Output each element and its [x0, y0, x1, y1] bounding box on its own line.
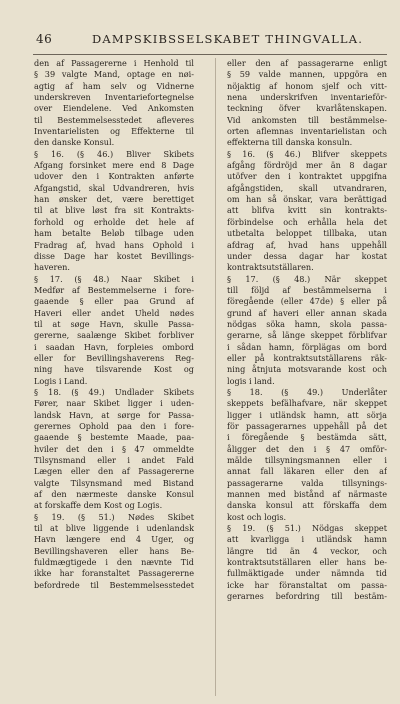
- text-line: nöjaktig af honom sjelf och vitt-: [227, 80, 387, 91]
- text-line: skeppets befälhafvare, när skeppet: [227, 398, 387, 409]
- text-line: af den nærmeste danske Konsul: [34, 489, 194, 500]
- text-line: längre tid än 4 veckor, och: [227, 545, 387, 556]
- text-line: Bevillingshaveren eller hans Be-: [34, 545, 194, 556]
- text-line: afdrag af, hvad hans uppehåll: [227, 239, 387, 250]
- text-line: Inventarielisten og Effekterne til: [34, 126, 194, 137]
- text-line: til at blive liggende i udenlandsk: [34, 523, 194, 534]
- text-line: grund af haveri eller annan skada: [227, 307, 387, 318]
- text-line: Vid ankomsten till bestämmelse-: [227, 114, 387, 125]
- text-line: Fører, naar Skibet ligger i uden-: [34, 398, 194, 409]
- text-line: § 39 valgte Mand, optage en nøi-: [34, 69, 194, 80]
- text-line: ham betalte Beløb tilbage uden: [34, 228, 194, 239]
- text-line: underskreven Inventariefortegnelse: [34, 92, 194, 103]
- text-line: ning åtnjuta motsvarande kost och: [227, 364, 387, 375]
- text-line: gaaende § eller paa Grund af: [34, 296, 194, 307]
- text-line: han ønsker det, være berettiget: [34, 194, 194, 205]
- text-line: under dessa dagar har kostat: [227, 250, 387, 261]
- text-line: Logis i Land.: [34, 375, 88, 386]
- text-line: gerarne, så länge skeppet förblifvar: [227, 330, 387, 341]
- text-line: gererne, saalænge Skibet forbliver: [34, 330, 194, 341]
- text-line: åligger det den i § 47 omför-: [227, 443, 387, 454]
- text-line: kontraktsutställaren.: [227, 262, 314, 273]
- text-line: § 18. (§ 49.) Underlåter: [227, 386, 387, 397]
- text-line: afgång fördröjd mer än 8 dagar: [227, 160, 387, 171]
- text-line: i saadan Havn, forpleies ombord: [34, 341, 194, 352]
- text-line: föregående (eller 47de) § eller på: [227, 296, 387, 307]
- text-line: udover den i Kontrakten anførte: [34, 171, 194, 182]
- text-line: § 19. (§ 51.) Nödgas skeppet: [227, 523, 387, 534]
- text-line: Havn længere end 4 Uger, og: [34, 534, 194, 545]
- text-line: disse Dage har kostet Bevillings-: [34, 250, 194, 261]
- text-line: at forskaffe dem Kost og Logis.: [34, 500, 163, 511]
- text-line: over Eiendelene. Ved Ankomsten: [34, 103, 194, 114]
- text-line: afgångstiden, skall utvandraren,: [227, 182, 387, 193]
- text-line: i sådan hamn, förplägas om bord: [227, 341, 387, 352]
- text-line: ning have tilsvarende Kost og: [34, 364, 194, 375]
- text-line: § 19. (§ 51.) Nødes Skibet: [34, 511, 194, 522]
- text-line: § 16. (§ 46.) Blifver skeppets: [227, 148, 387, 159]
- text-line: befordrede til Bestemmelsesstedet: [34, 579, 194, 590]
- text-line: til at søge Havn, skulle Passa-: [34, 318, 194, 329]
- column-divider: [215, 58, 216, 696]
- text-line: § 16. (§ 46.) Bliver Skibets: [34, 148, 194, 159]
- text-line: passagerarne valda tillsynings-: [227, 477, 387, 488]
- text-line: annat fall läkaren eller den af: [227, 466, 387, 477]
- text-line: ligger i utländsk hamn, att sörja: [227, 409, 387, 420]
- text-line: § 17. (§ 48.) Naar Skibet i: [34, 273, 194, 284]
- text-line: att kvarligga i utländsk hamn: [227, 534, 387, 545]
- text-line: kontraktsutställaren eller hans be-: [227, 557, 387, 568]
- text-line: effekterna till danska konsuln.: [227, 137, 353, 148]
- text-line: eller for Bevillingshaverens Reg-: [34, 352, 194, 363]
- text-line: § 17. (§ 48.) När skeppet: [227, 273, 387, 284]
- text-line: orten aflemnas inventarielistan och: [227, 126, 387, 137]
- text-line: gerarnes befordring till bestäm-: [227, 591, 387, 602]
- text-line: fullmäktigade under nämnda tid: [227, 568, 387, 579]
- text-line: Afgang forsinket mere end 8 Dage: [34, 160, 194, 171]
- text-line: för passagerarnes uppehåll på det: [227, 421, 387, 431]
- text-line: till följd af bestämmelserna i: [227, 284, 387, 295]
- text-line: § 18. (§ 49.) Undlader Skibets: [34, 386, 194, 397]
- text-line: eller den af passagerarne enligt: [227, 58, 387, 68]
- header-rule: [33, 54, 387, 55]
- text-line: förbindelse och erhålla hela det: [227, 216, 387, 227]
- text-line: valgte Tilsynsmand med Bistand: [34, 477, 194, 488]
- text-line: nödgas söka hamn, skola passa-: [227, 318, 387, 329]
- page-number: 46: [36, 32, 53, 46]
- text-line: Tilsynsmand eller i andet Fald: [34, 455, 194, 466]
- text-line: forhold og erholde det hele af: [34, 216, 194, 227]
- text-line: nena underskrifven inventarieför-: [227, 92, 387, 103]
- text-line: icke har föranstaltat om passa-: [227, 579, 387, 590]
- danish-column: [34, 58, 194, 591]
- text-line: gaaende § bestemte Maade, paa-: [34, 432, 194, 443]
- text-line: Fradrag af, hvad hans Ophold i: [34, 239, 194, 250]
- text-line: Lægen eller den af Passagererne: [34, 466, 194, 477]
- text-line: agtig af ham selv og Vidnerne: [34, 80, 194, 91]
- text-line: kost och logis.: [227, 511, 287, 522]
- text-line: Haveri eller andet Uheld nødes: [34, 307, 194, 318]
- text-line: haveren.: [34, 262, 70, 273]
- text-line: fuldmægtigede i den nævnte Tid: [34, 557, 194, 568]
- text-line: att blifva kvitt sin kontrakts-: [227, 205, 387, 216]
- text-line: danska konsul att förskaffa dem: [227, 500, 387, 511]
- text-line: utbetalta beloppet tillbaka, utan: [227, 228, 387, 239]
- text-line: Medfør af Bestemmelserne i fore-: [34, 284, 194, 295]
- text-line: logis i land.: [227, 375, 275, 386]
- page-header: [0, 30, 400, 50]
- text-line: mannen med bistånd af närmaste: [227, 489, 387, 500]
- text-line: gerernes Ophold paa den i fore-: [34, 421, 194, 431]
- text-line: den danske Konsul.: [34, 137, 115, 148]
- text-line: hviler det den i § 47 ommeldte: [34, 443, 194, 454]
- text-line: § 59 valde mannen, uppgöra en: [227, 69, 387, 80]
- text-line: mälde tillsyningsmannen eller i: [227, 455, 387, 466]
- text-line: teckning öfver kvarlåtenskapen.: [227, 103, 387, 114]
- running-head: DAMPSKIBSSELSKABET THINGVALLA.: [92, 32, 364, 46]
- text-line: til at blive løst fra sit Kontrakts-: [34, 205, 194, 216]
- text-line: til Bestemmelsesstedet afleveres: [34, 114, 194, 125]
- text-line: den af Passagererne i Henhold til: [34, 58, 194, 68]
- text-line: eller på kontraktsutställarens räk-: [227, 352, 387, 363]
- text-line: Afgangstid, skal Udvandreren, hvis: [34, 182, 194, 193]
- swedish-column: [227, 58, 387, 603]
- text-line: utöfver den i kontraktet uppgifna: [227, 171, 387, 182]
- text-line: i föregående § bestämda sätt,: [227, 432, 387, 443]
- text-line: om han så önskar, vara berättigad: [227, 194, 387, 205]
- text-line: landsk Havn, at sørge for Passa-: [34, 409, 194, 420]
- text-line: ikke har foranstaltet Passagererne: [34, 568, 194, 579]
